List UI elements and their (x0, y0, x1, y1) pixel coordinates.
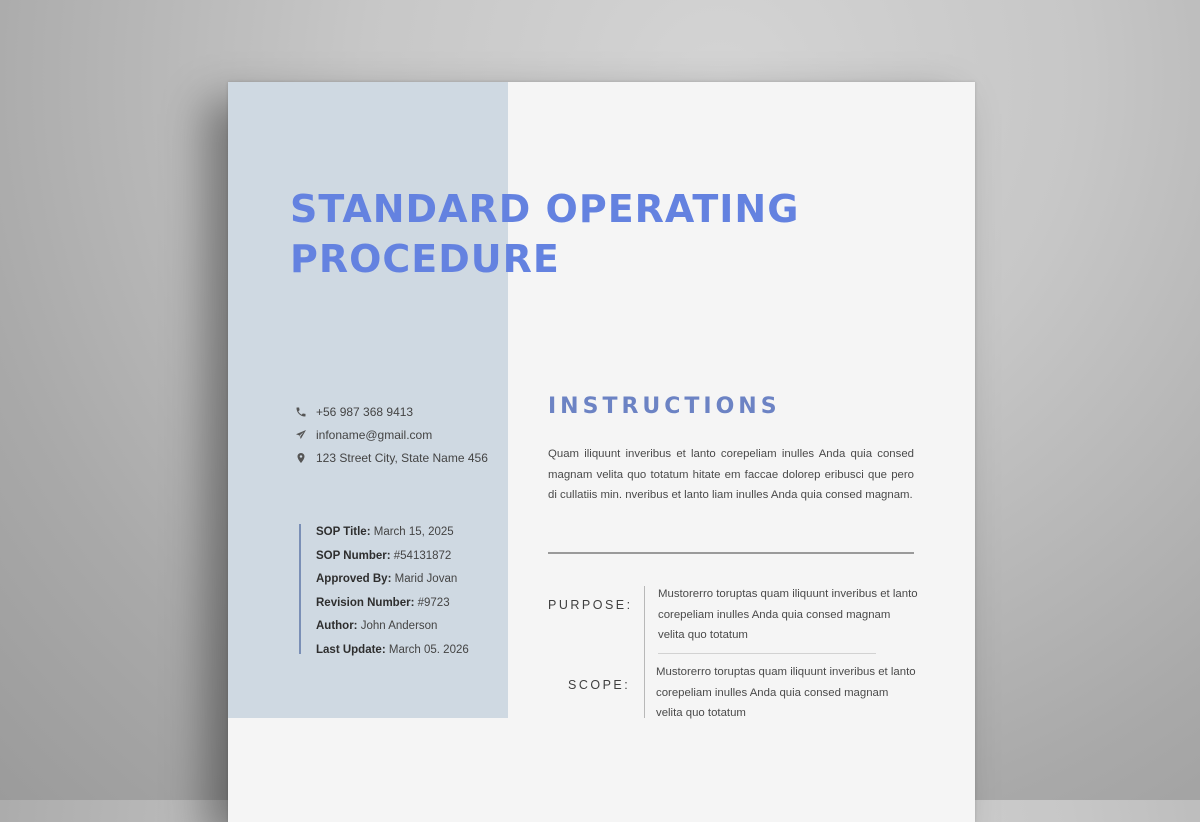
purpose-scope-rule (644, 586, 645, 718)
meta-approved-by (316, 571, 469, 595)
meta-label: Approved By: (316, 573, 392, 586)
meta-label: SOP Title: (316, 526, 371, 538)
contact-phone (294, 400, 504, 423)
meta-revision-number (316, 595, 469, 619)
meta-value: #54131872 (393, 549, 452, 562)
contact-email (294, 423, 504, 446)
purpose-label: PURPOSE: (548, 598, 633, 612)
meta-sop-title (316, 524, 469, 548)
document-title-line-2: PROCEDURE (290, 237, 560, 281)
meta-value: #9723 (417, 596, 450, 609)
phone-icon (294, 405, 308, 419)
instructions-heading: INSTRUCTIONS (548, 394, 781, 419)
contact-email-text: infoname@gmail.com (316, 427, 433, 442)
sop-metadata (299, 524, 469, 654)
scope-label: SCOPE: (568, 678, 631, 692)
send-icon (294, 428, 308, 442)
meta-label: Last Update: (316, 643, 386, 656)
meta-label: Author: (316, 620, 358, 633)
section-divider (548, 552, 914, 554)
meta-value: John Anderson (360, 620, 438, 633)
meta-sop-number (316, 548, 469, 572)
purpose-text: Mustorerro toruptas quam iliquunt inveribus et lanto corepeliam inulles Anda quia consed magnam velita quo totatum (658, 588, 918, 641)
contact-address-text: 123 Street City, State Name 456 (316, 450, 488, 465)
contact-phone-text: +56 987 368 9413 (316, 404, 414, 419)
document-title-line-1: STANDARD OPERATING (290, 187, 800, 231)
meta-author (316, 618, 469, 642)
meta-label: Revision Number: (316, 596, 415, 609)
meta-label: SOP Number: (316, 549, 391, 562)
scope-text: Mustorerro toruptas quam iliquunt inveribus et lanto corepeliam inulles Anda quia consed magnam velita quo totatum (656, 666, 916, 719)
contact-address (294, 446, 504, 469)
contact-info (294, 400, 504, 469)
meta-value: March 15, 2025 (373, 526, 454, 538)
meta-last-update (316, 642, 469, 666)
location-pin-icon (294, 451, 308, 465)
meta-value: Marid Jovan (394, 573, 458, 586)
purpose-scope-divider (658, 653, 876, 654)
instructions-body: Quam iliquunt inveribus et lanto corepeliam inulles Anda quia consed magnam velita quo totatum hitate em faccae dolorep eribusci que pero di cullatiis min. nveribus et lanto liam inulles Anda quia consed magnam. (548, 448, 914, 501)
meta-value: March 05. 2026 (388, 643, 469, 656)
document-title (290, 184, 970, 284)
document-page (228, 82, 975, 822)
